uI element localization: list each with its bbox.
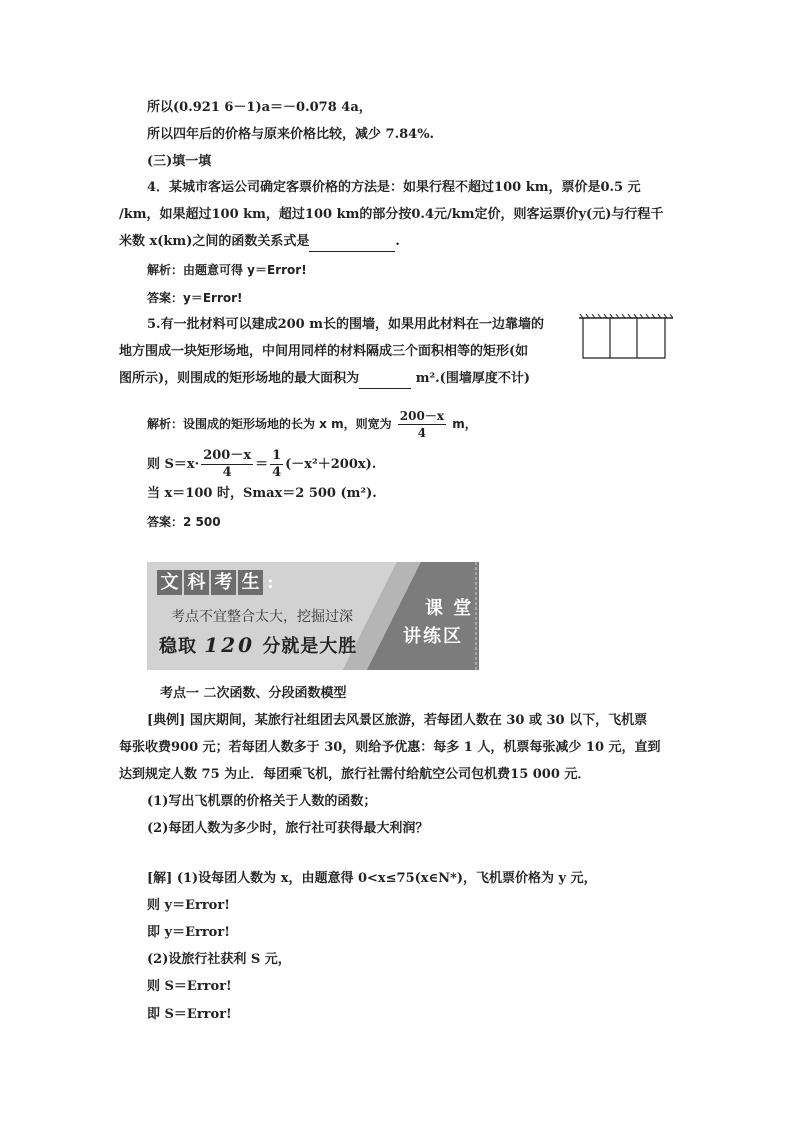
section-banner bbox=[147, 562, 479, 670]
banner-colon: : bbox=[267, 572, 274, 593]
fraction-denominator: 4 bbox=[222, 465, 232, 480]
formula-line bbox=[147, 448, 376, 481]
fraction-denominator: 4 bbox=[272, 465, 282, 480]
formula-start: 则 S＝x· bbox=[147, 457, 200, 472]
banner-slogan bbox=[159, 632, 357, 658]
solution-line3: 即 y＝Error! bbox=[147, 925, 230, 940]
solution-line4: (2)设旅行社获利 S 元， bbox=[147, 952, 291, 967]
text-line: 所以(0.921 6－1)a＝－0.078 4a， bbox=[147, 100, 372, 115]
banner-subtitle: 考点不宜整合太大，挖掘过深 bbox=[171, 609, 353, 625]
answer-blank bbox=[309, 233, 395, 252]
question-4-end: . bbox=[395, 234, 400, 249]
fraction-numerator: 200－x bbox=[203, 448, 252, 463]
banner-title-char: 考 bbox=[211, 570, 236, 595]
fraction-numerator: 1 bbox=[272, 448, 282, 463]
solution-line2: 则 y＝Error! bbox=[147, 898, 230, 913]
solution-line5: 则 S＝Error! bbox=[147, 979, 232, 994]
max-area-line: 当 x＝100 时，Smax＝2 500 (m²). bbox=[147, 486, 377, 501]
example-line1: [典例] 国庆期间，某旅行社组团去风景区旅游，若每团人数在 30 或 30 以下，飞机票 bbox=[147, 713, 648, 728]
fraction bbox=[270, 448, 283, 481]
example-line2: 每张收费900 元；若每团人数多于 30，则给予优惠：每多 1 人，机票每张减少 10 元，直到 bbox=[119, 740, 661, 755]
banner-slogan-end: 分就是大胜 bbox=[262, 636, 358, 657]
question-5-line2: 地方围成一块矩形场地，中间用同样的材料隔成三个面积相等的矩形(如 bbox=[119, 344, 529, 359]
solution-text: 解析：由题意可得 y＝Error! bbox=[147, 263, 307, 277]
text-line: 所以四年后的价格与原来价格比较，减少 7.84%. bbox=[147, 127, 435, 142]
answer-blank bbox=[359, 370, 411, 389]
banner-title-char: 科 bbox=[184, 570, 209, 595]
question-4-line2: /km，如果超过100 km，超过100 km的部分按0.4元/km定价，则客运票价y(元)与行程千 bbox=[119, 207, 664, 222]
fraction bbox=[201, 448, 253, 481]
question-5-text: 图所示)，则围成的矩形场地的最大面积为 bbox=[119, 371, 360, 386]
equals-sign: ＝ bbox=[255, 457, 269, 472]
banner-title-char: 文 bbox=[157, 570, 182, 595]
question-5-line1: 5.有一批材料可以建成200 m长的围墙，如果用此材料在一边靠墙的 bbox=[147, 317, 544, 332]
question-5-line3 bbox=[119, 370, 530, 389]
banner-title bbox=[157, 570, 274, 595]
banner-area-label bbox=[403, 562, 479, 670]
fence-diagram bbox=[579, 314, 673, 362]
example-question2: (2)每团人数为多少时，旅行社可获得最大利润？ bbox=[147, 821, 429, 836]
solution-text: 解析：设围成的矩形场地的长为 x m，则宽为 bbox=[147, 417, 392, 431]
banner-slogan-start: 稳取 bbox=[159, 636, 197, 657]
banner-area-row2: 讲练区 bbox=[403, 626, 463, 647]
topic-heading: 考点一 二次函数、分段函数模型 bbox=[160, 686, 347, 701]
formula-end: (－x²＋200x). bbox=[285, 457, 377, 472]
solution-line1: [解] (1)设每团人数为 x，由题意得 0<x≤75(x∈N*)，飞机票价格为 y 元， bbox=[147, 871, 597, 886]
answer-text: 答案：2 500 bbox=[147, 515, 221, 529]
answer-text: 答案：y＝Error! bbox=[147, 291, 243, 305]
section-label: (三)填一填 bbox=[147, 154, 212, 169]
fraction-numerator: 200－x bbox=[399, 409, 445, 423]
banner-title-char: 生 bbox=[238, 570, 263, 595]
banner-area-row1: 课 堂 bbox=[425, 598, 474, 619]
example-question1: (1)写出飞机票的价格关于人数的函数； bbox=[147, 794, 377, 809]
fraction-denominator: 4 bbox=[417, 426, 427, 440]
example-line3: 达到规定人数 75 为止．每团乘飞机，旅行社需付给航空公司包机费15 000 元． bbox=[119, 767, 591, 782]
question-5-end: m².(围墙厚度不计) bbox=[415, 371, 530, 386]
question-4-line1: 4．某城市客运公司确定客票价格的方法是：如果行程不超过100 km，票价是0.5 元 bbox=[147, 180, 641, 195]
question-4-line3 bbox=[119, 233, 400, 252]
solution-line6: 即 S＝Error! bbox=[147, 1007, 232, 1022]
question-4-text: 米数 x(km)之间的函数关系式是 bbox=[119, 234, 310, 249]
banner-slogan-number: 120 bbox=[204, 633, 256, 657]
fraction bbox=[398, 408, 446, 441]
solution-line bbox=[147, 408, 477, 441]
solution-unit: m， bbox=[452, 417, 477, 431]
